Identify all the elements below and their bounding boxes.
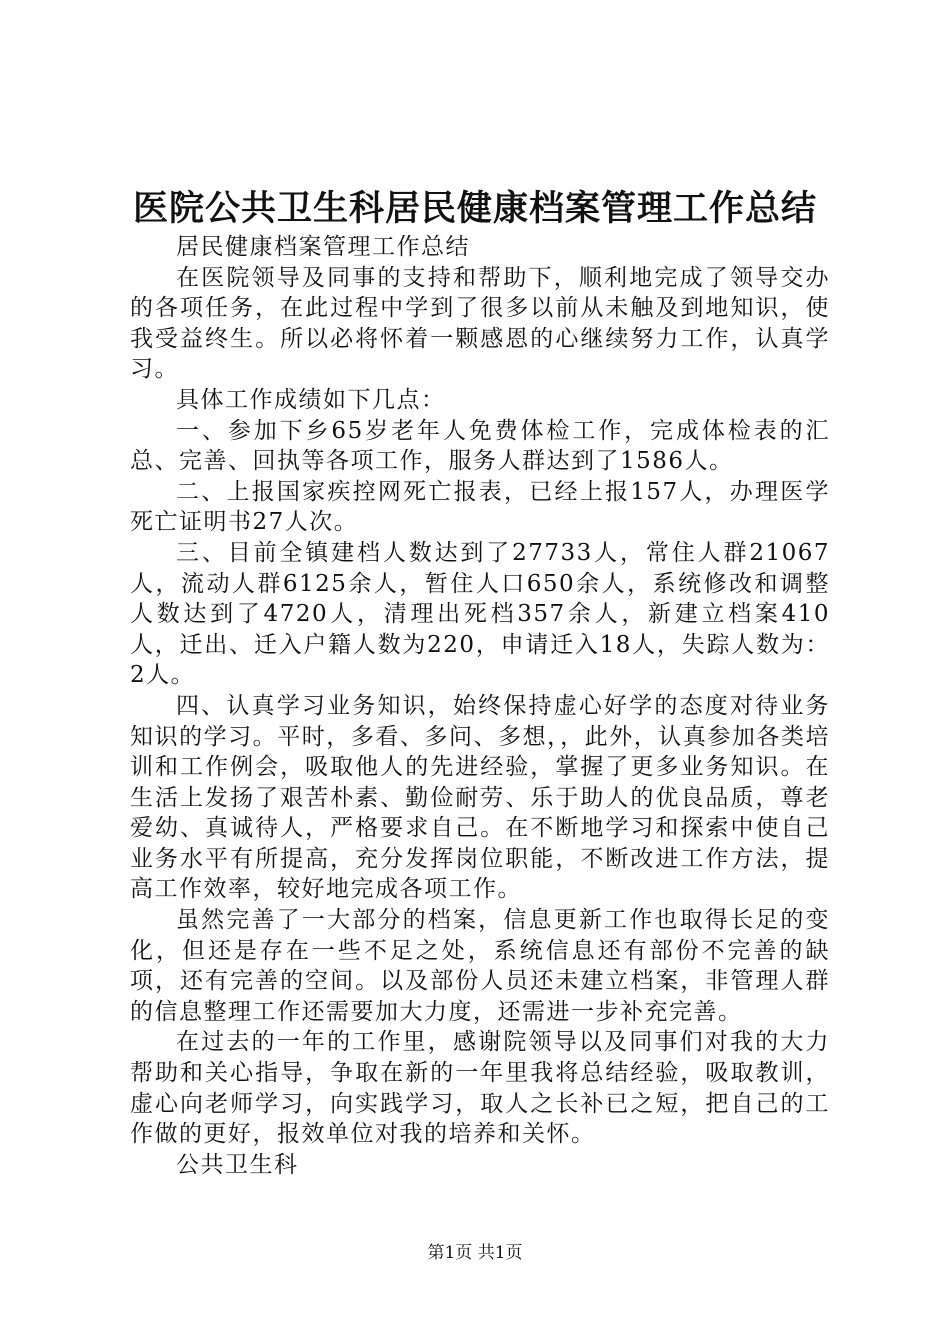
paragraph-signature: 公共卫生科 <box>176 1151 299 1178</box>
paragraph-item-1: 一、参加下乡65岁老年人免费体检工作，完成体检表的汇总、完善、回执等各项工作，服务人群达到了1586人。 <box>130 417 830 475</box>
paragraph-shortcomings: 虽然完善了一大部分的档案，信息更新工作也取得长足的变化，但还是存在一些不足之处，系统信息还有部份不完善的缺项，还有完善的空间。以及部份人员还未建立档案，非管理人群的信息整理工作还需要加大力度，还需进一步补充完善。 <box>130 907 830 1025</box>
paragraph-item-4: 四、认真学习业务知识，始终保持虚心好学的态度对待业务知识的学习。平时，多看、多问、多想，，此外，认真参加各类培训和工作例会，吸取他人的先进经验，掌握了更多业务知识。在生活上发扬了艰苦朴素、勤俭耐劳、乐于助人的优良品质，尊老爱幼、真诚待人，严格要求自己。在不断地学习和探索中使自己业务水平有所提高，充分发挥岗位职能，不断改进工作方法，提高工作效率，较好地完成各项工作。 <box>130 692 830 903</box>
paragraph-item-3: 三、目前全镇建档人数达到了27733人，常住人群21067人，流动人群6125余人，暂住人口650余人，系统修改和调整人数达到了4720人，清理出死档357余人，新建立档案410人，迁出、迁入户籍人数为220，申请迁入18人，失踪人数为：2人。 <box>130 539 830 689</box>
document-title: 医院公共卫生科居民健康档案管理工作总结 <box>132 188 817 229</box>
paragraph-item-2: 二、上报国家疾控网死亡报表，已经上报157人，办理医学死亡证明书27人次。 <box>130 478 830 536</box>
paragraph-subtitle: 居民健康档案管理工作总结 <box>176 234 470 260</box>
paragraph-results-heading: 具体工作成绩如下几点： <box>176 386 446 413</box>
paragraph-thanks: 在过去的一年的工作里，感谢院领导以及同事们对我的大力帮助和关心指导，争取在新的一年里我将总结经验，吸取教训，虚心向老师学习，向实践学习，取人之长补已之短，把自己的工作做的更好，报效单位对我的培养和关怀。 <box>130 1029 830 1148</box>
page-footer: 第1页 共1页 <box>427 1243 523 1263</box>
paragraph-intro: 在医院领导及同事的支持和帮助下，顺利地完成了领导交办的各项任务，在此过程中学到了很多以前从未触及到地知识，使我受益终生。所以必将怀着一颗感恩的心继续努力工作，认真学习。 <box>130 264 830 383</box>
document-body <box>130 232 830 1180</box>
